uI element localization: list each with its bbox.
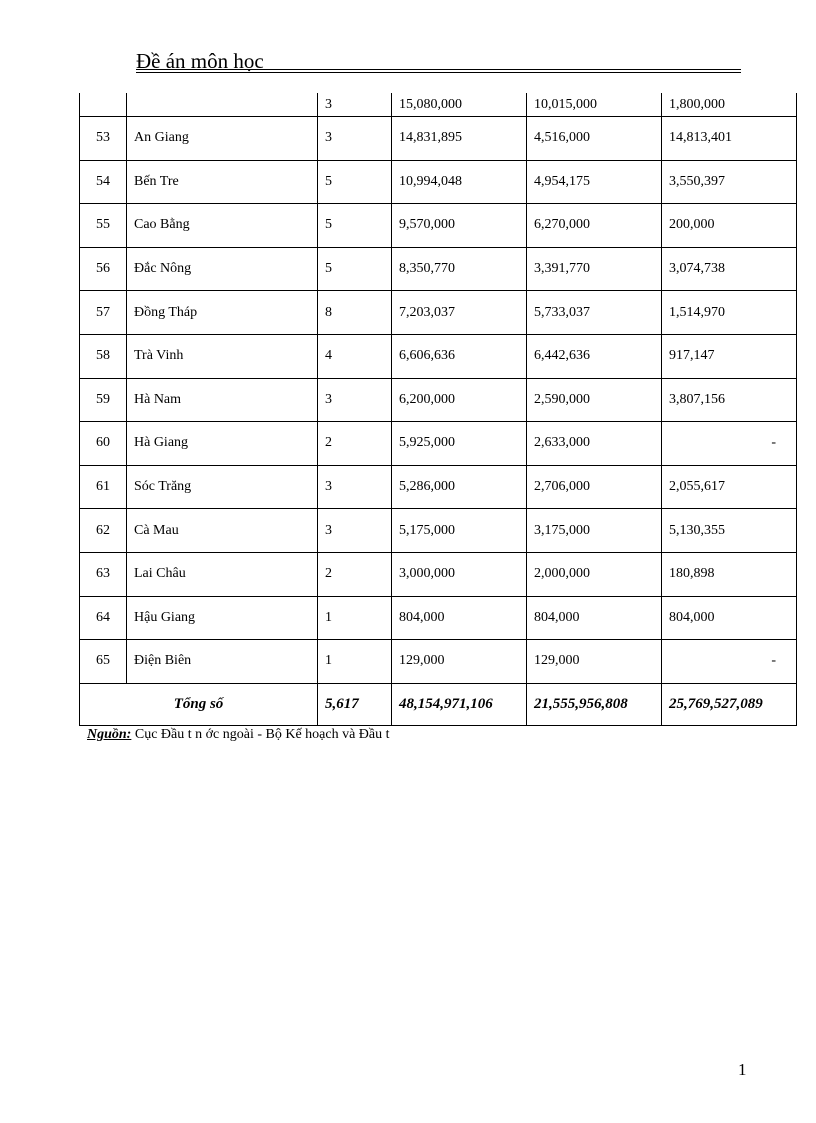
cell-total: 129,000 bbox=[392, 640, 527, 684]
cell-count: 5 bbox=[318, 204, 392, 248]
cell-implemented: 804,000 bbox=[662, 596, 797, 640]
cell-registered: 6,270,000 bbox=[527, 204, 662, 248]
cell-count: 3 bbox=[318, 378, 392, 422]
cell-implemented: 5,130,355 bbox=[662, 509, 797, 553]
cell-implemented: 180,898 bbox=[662, 552, 797, 596]
cell-stt: 55 bbox=[80, 204, 127, 248]
cell-name: Đắc Nông bbox=[127, 247, 318, 291]
cell-name: Hà Nam bbox=[127, 378, 318, 422]
header-underline bbox=[136, 69, 741, 70]
cell-name: Cao Bằng bbox=[127, 204, 318, 248]
total-total: 48,154,971,106 bbox=[392, 683, 527, 725]
table-row bbox=[80, 640, 797, 684]
table-row bbox=[80, 422, 797, 466]
total-implemented: 25,769,527,089 bbox=[662, 683, 797, 725]
cell-stt: 58 bbox=[80, 334, 127, 378]
fdi-by-province-table bbox=[79, 93, 797, 726]
cell-registered: 2,633,000 bbox=[527, 422, 662, 466]
cell-count: 5 bbox=[318, 247, 392, 291]
cell-count: 3 bbox=[318, 509, 392, 553]
cell-registered: 10,015,000 bbox=[527, 93, 662, 117]
cell-implemented: 917,147 bbox=[662, 334, 797, 378]
cell-implemented: 3,550,397 bbox=[662, 160, 797, 204]
cell-count: 3 bbox=[318, 465, 392, 509]
cell-implemented: - bbox=[662, 640, 797, 684]
table-row bbox=[80, 93, 797, 117]
cell-total: 6,200,000 bbox=[392, 378, 527, 422]
cell-name: Hà Giang bbox=[127, 422, 318, 466]
cell-implemented: 3,074,738 bbox=[662, 247, 797, 291]
cell-stt: 56 bbox=[80, 247, 127, 291]
table-body bbox=[80, 93, 797, 725]
header-underline-double bbox=[136, 72, 741, 73]
cell-name: Đồng Tháp bbox=[127, 291, 318, 335]
cell-registered: 5,733,037 bbox=[527, 291, 662, 335]
cell-registered: 129,000 bbox=[527, 640, 662, 684]
cell-total: 5,286,000 bbox=[392, 465, 527, 509]
table-row bbox=[80, 247, 797, 291]
cell-registered: 2,706,000 bbox=[527, 465, 662, 509]
cell-stt: 62 bbox=[80, 509, 127, 553]
cell-name bbox=[127, 93, 318, 117]
cell-registered: 4,954,175 bbox=[527, 160, 662, 204]
cell-total: 5,925,000 bbox=[392, 422, 527, 466]
cell-registered: 3,391,770 bbox=[527, 247, 662, 291]
cell-total: 15,080,000 bbox=[392, 93, 527, 117]
total-count: 5,617 bbox=[318, 683, 392, 725]
table-row bbox=[80, 596, 797, 640]
source-note bbox=[87, 727, 390, 743]
cell-stt: 59 bbox=[80, 378, 127, 422]
cell-count: 3 bbox=[318, 117, 392, 161]
total-registered: 21,555,956,808 bbox=[527, 683, 662, 725]
cell-implemented: - bbox=[662, 422, 797, 466]
table-row bbox=[80, 160, 797, 204]
cell-registered: 2,590,000 bbox=[527, 378, 662, 422]
table-row bbox=[80, 378, 797, 422]
cell-total: 14,831,895 bbox=[392, 117, 527, 161]
cell-name: An Giang bbox=[127, 117, 318, 161]
table-row bbox=[80, 465, 797, 509]
total-row bbox=[80, 683, 797, 725]
source-label: Nguồn: bbox=[87, 727, 132, 742]
cell-count: 1 bbox=[318, 640, 392, 684]
cell-name: Sóc Trăng bbox=[127, 465, 318, 509]
cell-stt: 63 bbox=[80, 552, 127, 596]
cell-implemented: 14,813,401 bbox=[662, 117, 797, 161]
cell-total: 804,000 bbox=[392, 596, 527, 640]
cell-implemented: 2,055,617 bbox=[662, 465, 797, 509]
cell-registered: 3,175,000 bbox=[527, 509, 662, 553]
page-number: 1 bbox=[738, 1060, 747, 1079]
cell-registered: 2,000,000 bbox=[527, 552, 662, 596]
table-row bbox=[80, 334, 797, 378]
cell-stt: 61 bbox=[80, 465, 127, 509]
cell-total: 3,000,000 bbox=[392, 552, 527, 596]
cell-stt bbox=[80, 93, 127, 117]
cell-stt: 54 bbox=[80, 160, 127, 204]
cell-name: Bến Tre bbox=[127, 160, 318, 204]
cell-implemented: 1,514,970 bbox=[662, 291, 797, 335]
cell-registered: 804,000 bbox=[527, 596, 662, 640]
cell-total: 8,350,770 bbox=[392, 247, 527, 291]
source-text: Cục Đầu t n ớc ngoài - Bộ Kế hoạch và Đầu t bbox=[131, 727, 390, 742]
cell-stt: 64 bbox=[80, 596, 127, 640]
cell-implemented: 200,000 bbox=[662, 204, 797, 248]
cell-total: 10,994,048 bbox=[392, 160, 527, 204]
cell-stt: 60 bbox=[80, 422, 127, 466]
cell-stt: 65 bbox=[80, 640, 127, 684]
cell-total: 7,203,037 bbox=[392, 291, 527, 335]
cell-name: Lai Châu bbox=[127, 552, 318, 596]
cell-name: Cà Mau bbox=[127, 509, 318, 553]
cell-count: 8 bbox=[318, 291, 392, 335]
cell-count: 2 bbox=[318, 552, 392, 596]
cell-total: 9,570,000 bbox=[392, 204, 527, 248]
cell-implemented: 1,800,000 bbox=[662, 93, 797, 117]
cell-count: 1 bbox=[318, 596, 392, 640]
cell-name: Hậu Giang bbox=[127, 596, 318, 640]
table-row bbox=[80, 552, 797, 596]
cell-stt: 53 bbox=[80, 117, 127, 161]
cell-registered: 4,516,000 bbox=[527, 117, 662, 161]
cell-registered: 6,442,636 bbox=[527, 334, 662, 378]
cell-total: 5,175,000 bbox=[392, 509, 527, 553]
cell-name: Trà Vinh bbox=[127, 334, 318, 378]
cell-implemented: 3,807,156 bbox=[662, 378, 797, 422]
cell-name: Điện Biên bbox=[127, 640, 318, 684]
cell-count: 5 bbox=[318, 160, 392, 204]
table-row bbox=[80, 291, 797, 335]
cell-total: 6,606,636 bbox=[392, 334, 527, 378]
table-row bbox=[80, 204, 797, 248]
cell-count: 4 bbox=[318, 334, 392, 378]
table-row bbox=[80, 117, 797, 161]
cell-count: 3 bbox=[318, 93, 392, 117]
table-row bbox=[80, 509, 797, 553]
cell-stt: 57 bbox=[80, 291, 127, 335]
total-label: Tổng số bbox=[80, 683, 318, 725]
document-header-title: Đề án môn học bbox=[136, 49, 264, 73]
cell-count: 2 bbox=[318, 422, 392, 466]
